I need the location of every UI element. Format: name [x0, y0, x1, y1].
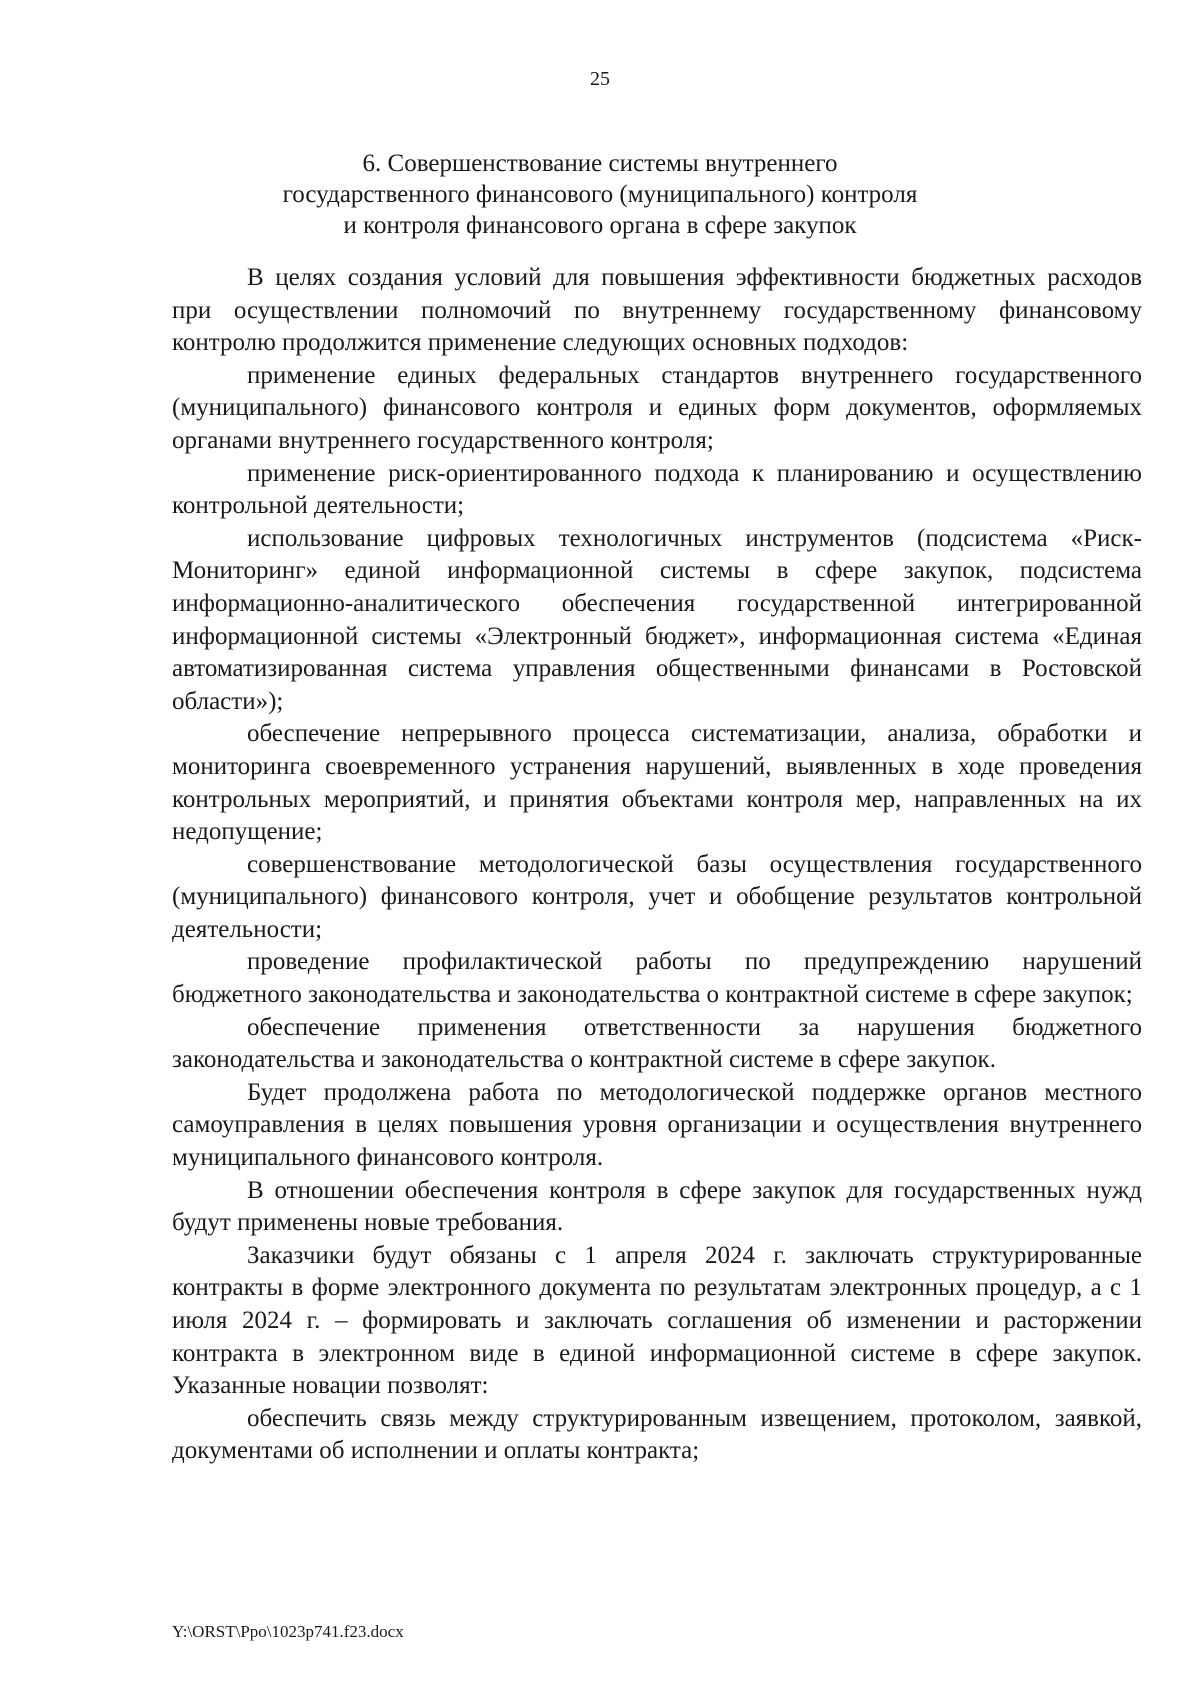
section-heading-line-1: 6. Совершенствование системы внутреннего [362, 150, 838, 177]
section-heading [160, 148, 1040, 241]
paragraph-methodological-support: Будет продолжена работа по методологической поддержке органов местного самоуправления в целях повышения уровня организации и осуществления внутреннего муниципального финансового контроля. [172, 1078, 1142, 1172]
paragraph-item-linkage: обеспечить связь между структурированным извещением, протоколом, заявкой, документами об исполнении и оплаты контракта; [172, 1404, 1142, 1465]
paragraph-item-responsibility: обеспечение применения ответственности за нарушения бюджетного законодательства и законодательства о контрактной системе в сфере закупок. [172, 1013, 1142, 1074]
paragraph-item-methodology: совершенствование методологической базы осуществления государственного (муниципального) финансового контроля, учет и обобщение результатов контрольной деятельности; [172, 850, 1142, 943]
footer-file-path: Y:\ORST\Ppo\1023p741.f23.docx [172, 1622, 404, 1641]
paragraph-new-requirements: В отношении обеспечения контроля в сфере закупок для государственных нужд будут применены новые требования. [172, 1176, 1142, 1237]
paragraph-customers-obligations: Заказчики будут обязаны с 1 апреля 2024 г. заключать структурированные контракты в форме электронного документа по результатам электронных процедур, а с 1 июля 2024 г. – формировать и заключать соглашения об изменении и расторжении контракта в электронном виде в единой информационной системе в сфере закупок. Указанные новации позволят: [172, 1241, 1142, 1400]
page-number: 25 [590, 68, 610, 90]
document-body [172, 262, 1142, 1468]
section-heading-line-2: государственного финансового (муниципального) контроля [282, 181, 918, 208]
paragraph-item-risk-oriented: применение риск-ориентированного подхода к планированию и осуществлению контрольной деятельности; [172, 459, 1142, 520]
section-heading-line-3: и контроля финансового органа в сфере закупок [343, 212, 857, 239]
paragraph-item-prevention: проведение профилактической работы по предупреждению нарушений бюджетного законодательства и законодательства о контрактной системе в сфере закупок; [172, 948, 1142, 1009]
paragraph-item-monitoring: обеспечение непрерывного процесса систематизации, анализа, обработки и мониторинга своевременного устранения нарушений, выявленных в ходе проведения контрольных мероприятий, и принятия объектами контроля мер, направленных на их недопущение; [172, 720, 1142, 846]
paragraph-item-digital-tools: использование цифровых технологичных инструментов (подсистема «Риск-Мониторинг» единой информационной системы в сфере закупок, подсистема информационно-аналитического обеспечения государственной интегрированной информационной системы «Электронный бюджет», информационная система «Единая автоматизированная система управления общественными финансами в Ростовской области»); [172, 524, 1142, 715]
paragraph-intro: В целях создания условий для повышения эффективности бюджетных расходов при осуществлении полномочий по внутреннему государственному финансовому контролю продолжится применение следующих основных подходов: [172, 264, 1142, 357]
paragraph-item-federal-standards: применение единых федеральных стандартов внутреннего государственного (муниципального) финансового контроля и единых форм документов, оформляемых органами внутреннего государственного контроля; [172, 361, 1142, 454]
